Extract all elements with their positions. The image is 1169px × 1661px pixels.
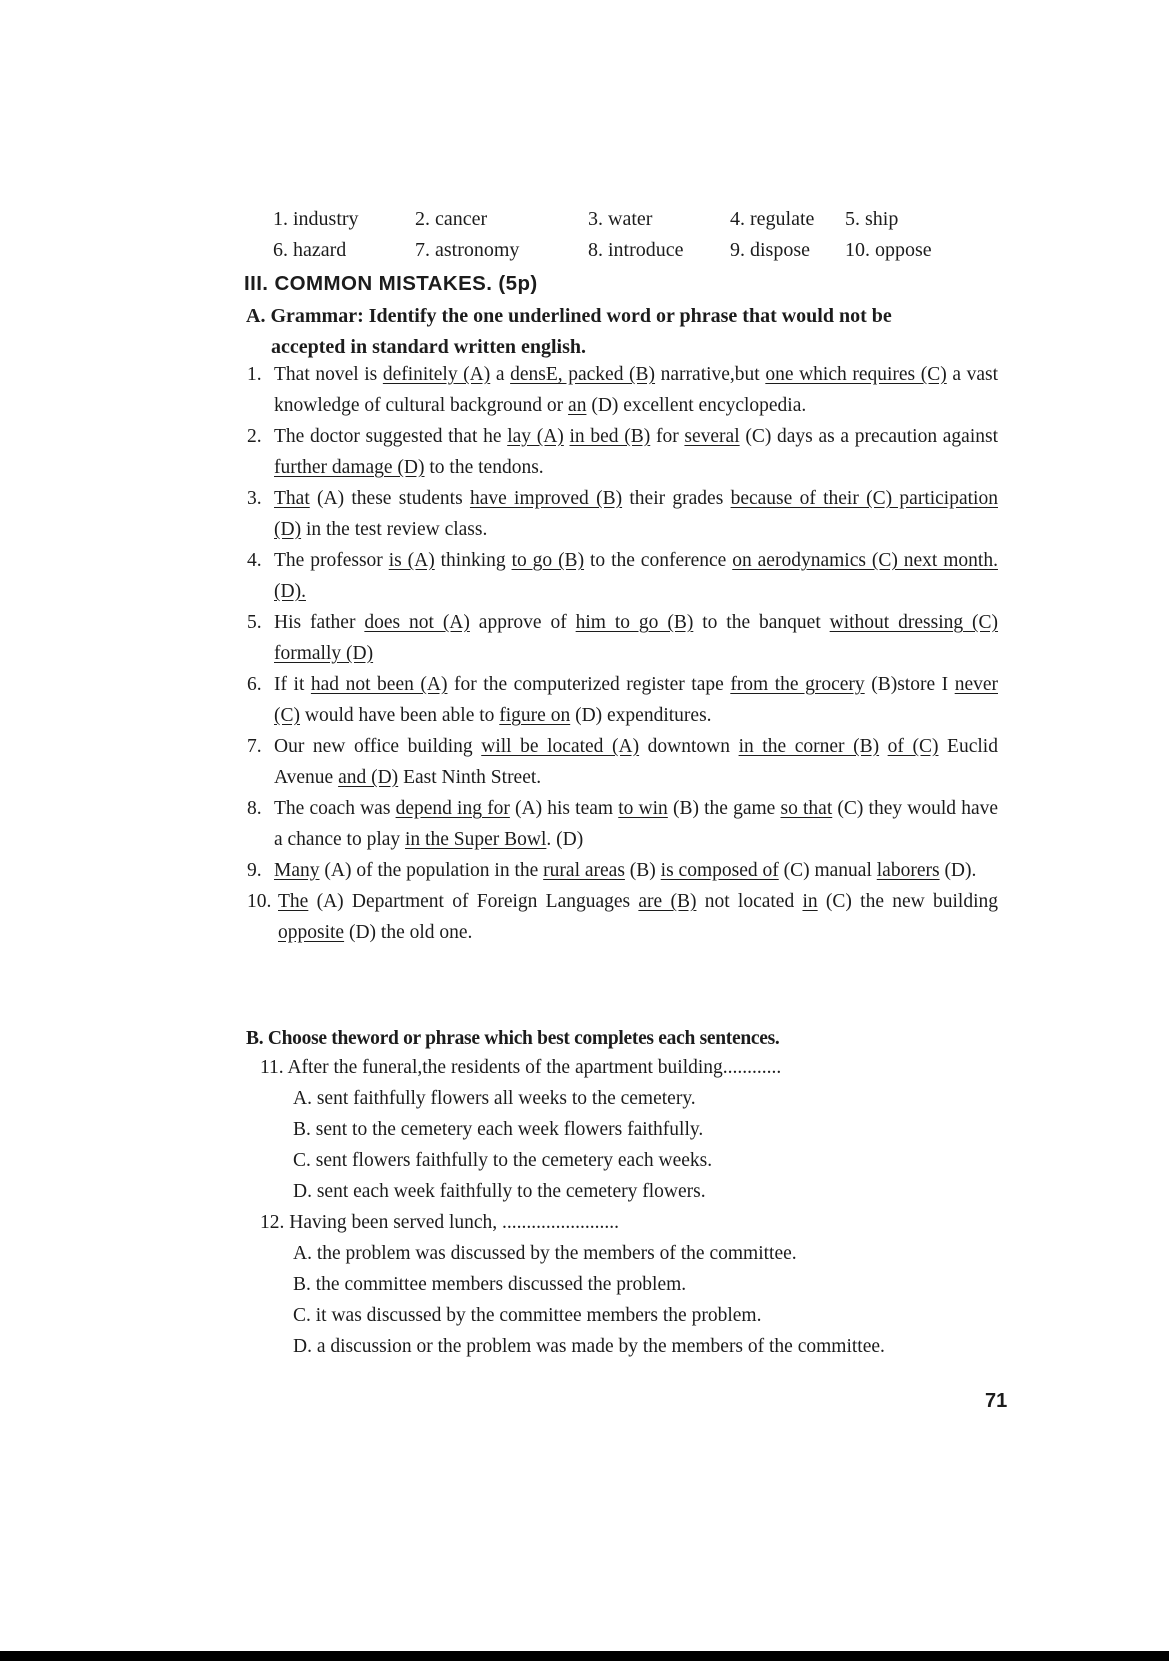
- question-text-segment: Our new office building: [274, 736, 482, 757]
- underlined-phrase: is composed of: [660, 860, 779, 881]
- question-number: 4.: [247, 550, 262, 571]
- question-text-segment: for: [650, 426, 685, 447]
- word-list-row: [270, 235, 970, 266]
- question-text-segment: (B): [624, 860, 661, 881]
- underlined-phrase: further damage (D): [274, 457, 425, 478]
- grammar-question: [247, 855, 998, 886]
- underlined-phrase: in the Super Bowl: [405, 829, 547, 850]
- question-number: 3.: [247, 488, 262, 509]
- underlined-phrase: so that: [780, 798, 833, 819]
- question-text-segment: not located: [696, 891, 803, 912]
- question-text: [247, 669, 998, 731]
- grammar-question: [247, 545, 998, 607]
- question-text: [247, 359, 998, 421]
- question-text-segment: to the tendons.: [424, 457, 544, 478]
- page-number: 71: [985, 1390, 1008, 1412]
- question-number: 1.: [247, 364, 262, 385]
- question-text-segment: (B) the game: [667, 798, 781, 819]
- underlined-phrase: never (C): [274, 674, 998, 726]
- underlined-phrase: are (B): [638, 891, 697, 912]
- grammar-question: [247, 607, 998, 669]
- question-text-segment: narrative,but: [655, 364, 766, 385]
- question-text: [247, 855, 998, 886]
- grammar-question: [247, 669, 998, 731]
- question-text-segment: (C) days as a precaution against: [739, 426, 999, 447]
- question-text-segment: approve of: [469, 612, 576, 633]
- word-item: 6. hazard: [273, 239, 347, 261]
- underlined-phrase: of (C): [887, 736, 939, 757]
- underlined-phrase: had not been (A): [310, 674, 448, 695]
- underlined-phrase: Many: [274, 860, 320, 881]
- question-text-segment: (D) excellent encyclopedia.: [586, 395, 807, 416]
- question-number: 10.: [247, 891, 272, 912]
- choice-question-stem: 11. After the funeral,the residents of the apartment building............: [260, 1057, 782, 1078]
- choice-instruction: B. Choose theword or phrase which best completes each sentences.: [246, 1028, 780, 1049]
- question-text-segment: a: [490, 364, 511, 385]
- question-text-segment: The coach was: [274, 798, 396, 819]
- word-item: 10. oppose: [845, 239, 932, 261]
- question-text-segment: His father: [274, 612, 365, 633]
- underlined-phrase: in the corner (B): [738, 736, 880, 757]
- underlined-phrase: an: [568, 395, 587, 416]
- underlined-phrase: is (A): [388, 550, 435, 571]
- choice-question-list: [260, 1052, 1000, 1362]
- question-text: [247, 793, 998, 855]
- answer-option: A. sent faithfully flowers all weeks to the cemetery.: [293, 1088, 696, 1109]
- underlined-phrase: That: [274, 488, 310, 509]
- word-item: 3. water: [588, 208, 653, 230]
- question-number: 8.: [247, 798, 262, 819]
- question-text-segment: (D) expenditures.: [570, 705, 712, 726]
- question-text-segment: downtown: [639, 736, 739, 757]
- underlined-phrase: will be located (A): [481, 736, 640, 757]
- underlined-phrase: from the grocery: [730, 674, 865, 695]
- underlined-phrase: to go (B): [511, 550, 585, 571]
- question-text-segment: (A) of the population in the: [319, 860, 544, 881]
- section-heading: III. COMMON MISTAKES. (5p): [244, 272, 538, 295]
- question-text-segment: The professor: [274, 550, 389, 571]
- grammar-question: [247, 731, 998, 793]
- question-text-segment: (B)store I: [864, 674, 955, 695]
- question-number: 6.: [247, 674, 262, 695]
- question-text-segment: their grades: [622, 488, 731, 509]
- word-list-row: [270, 204, 970, 235]
- underlined-phrase: depend ing for: [395, 798, 510, 819]
- question-text-segment: (A) his team: [509, 798, 619, 819]
- question-text-segment: [879, 736, 888, 757]
- question-text: [247, 483, 998, 545]
- underlined-phrase: have improved (B): [469, 488, 623, 509]
- question-text-segment: (C) they would have a chance to play: [274, 798, 999, 850]
- underlined-phrase: densE, packed (B): [510, 364, 656, 385]
- question-text-segment: (C) manual: [778, 860, 877, 881]
- word-item: 4. regulate: [730, 208, 815, 230]
- underlined-phrase: and (D): [338, 767, 399, 788]
- question-text-segment: That novel is: [274, 364, 383, 385]
- underlined-phrase: opposite: [278, 922, 345, 943]
- question-text-segment: in the test review class.: [301, 519, 488, 540]
- question-text-segment: (A) Department of Foreign Languages: [308, 891, 639, 912]
- choice-question-stem: 12. Having been served lunch, ........................: [260, 1212, 620, 1233]
- underlined-phrase: in: [802, 891, 818, 912]
- grammar-instruction-line2: accepted in standard written english.: [271, 336, 586, 358]
- underlined-phrase: does not (A): [364, 612, 470, 633]
- question-text: [247, 607, 998, 669]
- question-text-segment: thinking: [434, 550, 512, 571]
- grammar-question: [247, 421, 998, 483]
- underlined-phrase: to win: [618, 798, 668, 819]
- word-item: 7. astronomy: [415, 239, 520, 261]
- question-text-segment: (D).: [939, 860, 977, 881]
- question-text: [247, 421, 998, 483]
- question-text: [247, 731, 998, 793]
- grammar-question-list: [247, 359, 998, 948]
- underlined-phrase: without dressing (C) formally (D): [274, 612, 999, 664]
- underlined-phrase: on aerodynamics (C) next month. (D).: [274, 550, 998, 602]
- grammar-instruction: [246, 301, 996, 363]
- question-number: 9.: [247, 860, 262, 881]
- question-text-segment: a vast knowledge of cultural background or: [274, 364, 998, 416]
- underlined-phrase: him to go (B): [575, 612, 694, 633]
- question-text-segment: to the banquet: [693, 612, 830, 633]
- question-text-segment: (A) these students: [309, 488, 470, 509]
- word-item: 8. introduce: [588, 239, 684, 261]
- question-text: [247, 545, 998, 607]
- question-text-segment: for the computerized register tape: [447, 674, 731, 695]
- answer-option: B. the committee members discussed the problem.: [293, 1274, 687, 1295]
- grammar-question: [247, 483, 998, 545]
- grammar-question: [247, 793, 998, 855]
- question-number: 2.: [247, 426, 262, 447]
- question-text-segment: East Ninth Street.: [398, 767, 542, 788]
- question-text-segment: (C) the new building: [817, 891, 998, 912]
- question-text-segment: would have been able to: [300, 705, 500, 726]
- question-number: 5.: [247, 612, 262, 633]
- choice-question: [260, 1207, 1000, 1362]
- scan-edge-bar: [0, 1651, 1169, 1661]
- underlined-phrase: rural areas: [543, 860, 625, 881]
- question-text-segment: . (D): [546, 829, 584, 850]
- question-text-segment: (D) the old one.: [344, 922, 473, 943]
- underlined-phrase: one which requires (C): [765, 364, 947, 385]
- word-item: 5. ship: [845, 208, 899, 230]
- grammar-instruction-line1: A. Grammar: Identify the one underlined word or phrase that would not be: [246, 305, 892, 327]
- question-text: [247, 886, 998, 948]
- word-list: [270, 204, 970, 266]
- underlined-phrase: The: [278, 891, 309, 912]
- question-text-segment: The doctor suggested that he: [274, 426, 508, 447]
- underlined-phrase: because of their (C) participation (D): [274, 488, 998, 540]
- question-text-segment: If it: [274, 674, 311, 695]
- answer-option: B. sent to the cemetery each week flowers faithfully.: [293, 1119, 704, 1140]
- word-item: 1. industry: [273, 208, 359, 230]
- answer-option: D. a discussion or the problem was made by the members of the committee.: [293, 1336, 885, 1357]
- question-text-segment: Euclid Avenue: [274, 736, 998, 788]
- underlined-phrase: in bed (B): [569, 426, 651, 447]
- word-item: 9. dispose: [730, 239, 810, 261]
- choice-question: [260, 1052, 1000, 1207]
- question-number: 7.: [247, 736, 262, 757]
- answer-option: D. sent each week faithfully to the cemetery flowers.: [293, 1181, 706, 1202]
- underlined-phrase: lay (A): [507, 426, 564, 447]
- underlined-phrase: laborers: [876, 860, 940, 881]
- answer-option: C. it was discussed by the committee members the problem.: [293, 1305, 762, 1326]
- answer-option: A. the problem was discussed by the members of the committee.: [293, 1243, 797, 1264]
- underlined-phrase: several: [684, 426, 740, 447]
- grammar-question: [247, 359, 998, 421]
- underlined-phrase: definitely (A): [382, 364, 491, 385]
- answer-option: C. sent flowers faithfully to the cemetery each weeks.: [293, 1150, 713, 1171]
- word-item: 2. cancer: [415, 208, 488, 230]
- grammar-question: [247, 886, 998, 948]
- question-text-segment: to the conference: [584, 550, 733, 571]
- underlined-phrase: figure on: [499, 705, 571, 726]
